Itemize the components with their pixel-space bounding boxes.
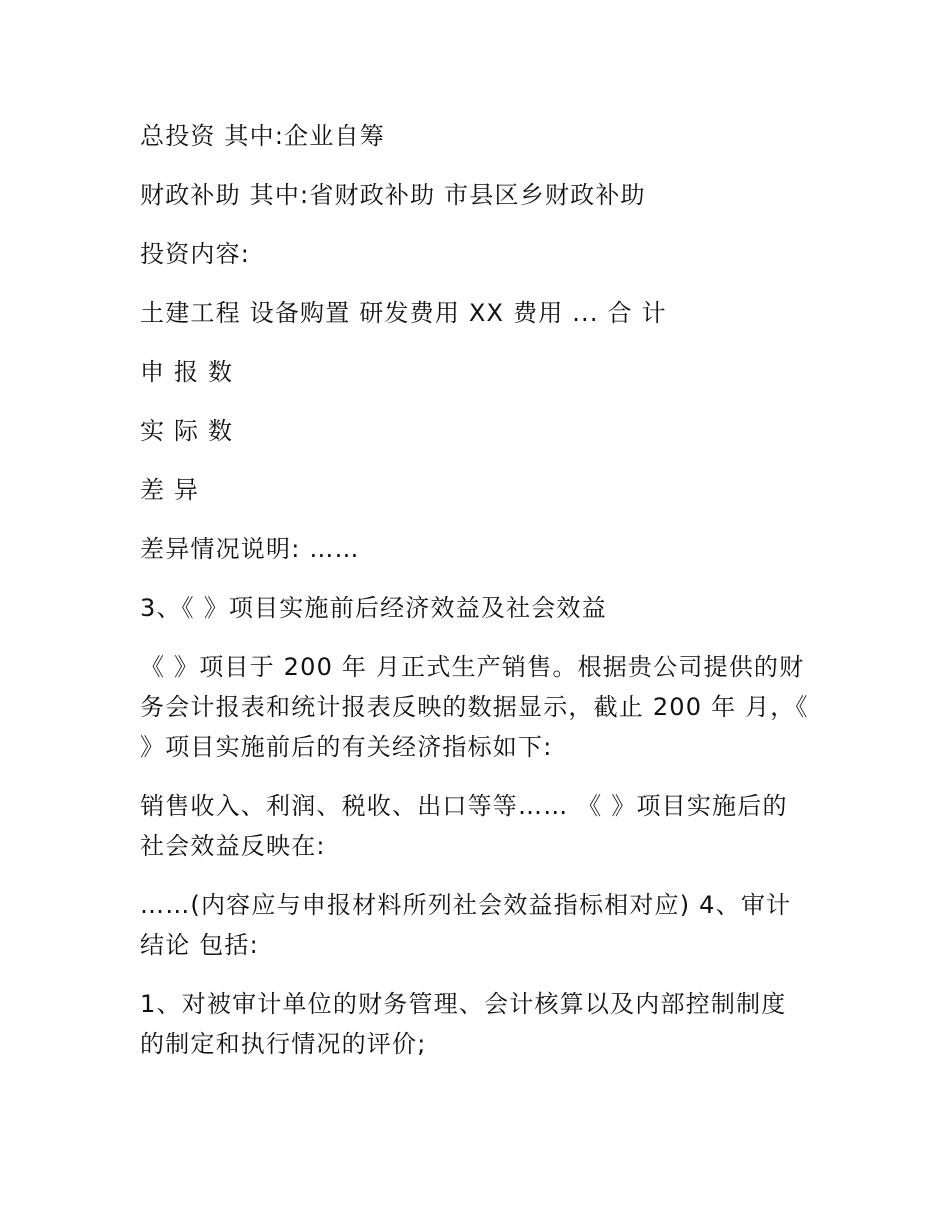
paragraph-investment-items: 土建工程 设备购置 研发费用 XX 费用 ... 合 计 bbox=[140, 299, 667, 327]
document-body bbox=[140, 116, 810, 1083]
paragraph-social-benefits: ……(内容应与申报材料所列社会效益指标相对应) 4、审计结论 包括: bbox=[140, 891, 792, 959]
paragraph-production-sales: 《 》项目于 200 年 月正式生产销售。根据贵公司提供的财务会计报表和统计报表反映的数据显示，截止 200 年 月，《 》项目实施前后的有关经济指标如下: bbox=[140, 653, 809, 761]
section-heading-benefits: 3、《 》项目实施前后经济效益及社会效益 bbox=[140, 594, 607, 622]
paragraph-difference: 差 异 bbox=[140, 476, 200, 504]
paragraph-difference-note: 差异情况说明: …… bbox=[140, 535, 360, 563]
paragraph-actual-amount: 实 际 数 bbox=[140, 417, 234, 445]
paragraph-economic-indicators: 销售收入、利润、税收、出口等等…… 《 》项目实施后的社会效益反映在: bbox=[140, 792, 788, 860]
paragraph-audit-conclusion-item-1: 1、对被审计单位的财务管理、会计核算以及内部控制制度的制定和执行情况的评价; bbox=[140, 990, 787, 1058]
paragraph-investment-content: 投资内容: bbox=[140, 240, 251, 268]
paragraph-fiscal-subsidy: 财政补助 其中:省财政补助 市县区乡财政补助 bbox=[140, 181, 646, 209]
paragraph-declared-amount: 申 报 数 bbox=[140, 358, 234, 386]
paragraph-total-investment: 总投资 其中:企业自筹 bbox=[140, 122, 385, 150]
